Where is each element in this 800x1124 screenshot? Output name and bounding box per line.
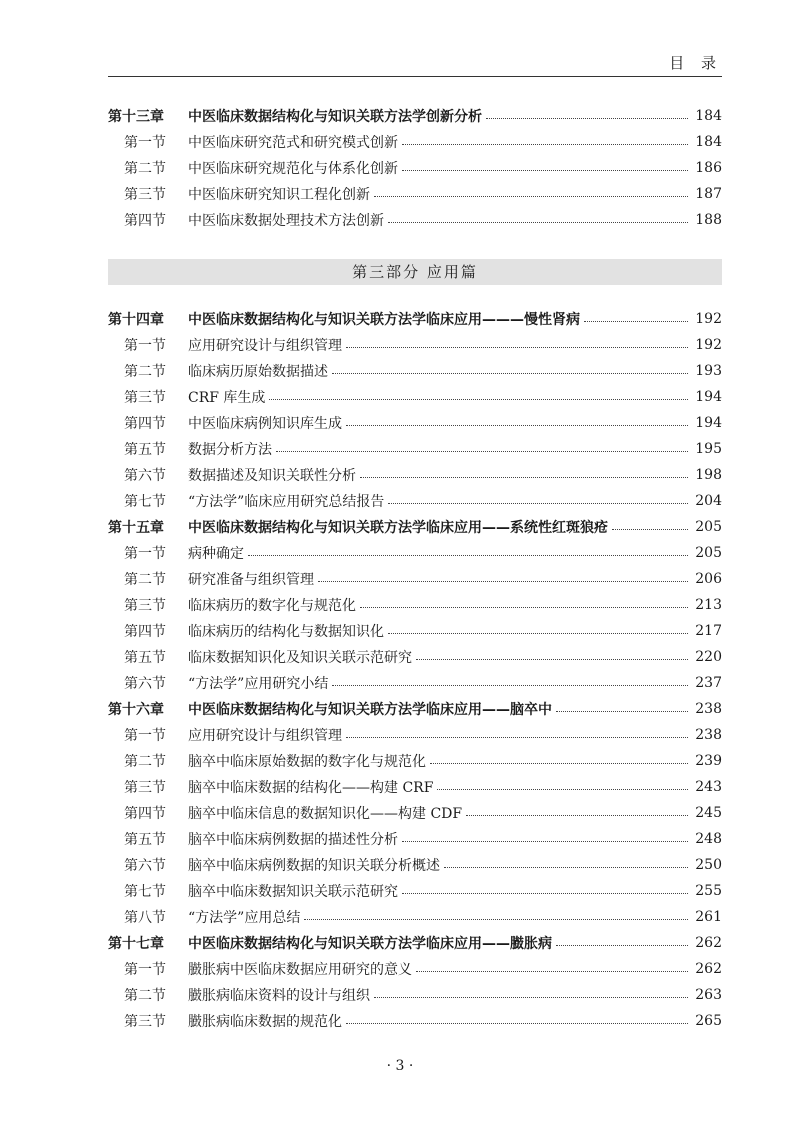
toc-leader-dots	[374, 997, 688, 998]
toc-entry-title: CRF 库生成	[188, 390, 266, 406]
toc-entry-title: 臌胀病临床资料的设计与组织	[188, 988, 370, 1004]
toc-entry-page: 193	[695, 363, 722, 379]
toc-entry-label: 第四节	[124, 213, 166, 229]
toc-entry-page: 238	[695, 701, 722, 717]
toc-block-part2-end	[108, 103, 722, 233]
toc-entry-page: 262	[695, 935, 722, 951]
toc-entry-page: 265	[695, 1013, 722, 1029]
toc-leader-dots	[437, 789, 688, 790]
toc-entry-label: 第二节	[124, 988, 166, 1004]
toc-entry-label: 第五节	[124, 650, 166, 666]
toc-entry-label: 第三节	[124, 1014, 166, 1030]
toc-entry-title: 应用研究设计与组织管理	[188, 338, 342, 354]
toc-entry-label: 第四节	[124, 624, 166, 640]
toc-leader-dots	[430, 763, 688, 764]
toc-entry-page: 194	[695, 415, 722, 431]
toc-entry-label: 第十三章	[108, 109, 164, 125]
toc-entry-title: 中医临床数据处理技术方法创新	[188, 213, 384, 229]
toc-entry-page: 263	[695, 987, 722, 1003]
toc-leader-dots	[269, 399, 688, 400]
toc-section-entry[interactable]	[108, 826, 722, 852]
toc-entry-label: 第八节	[124, 910, 166, 926]
toc-entry-page: 198	[695, 467, 722, 483]
toc-leader-dots	[332, 373, 688, 374]
toc-entry-page: 217	[695, 623, 722, 639]
toc-entry-page: 220	[695, 649, 722, 665]
toc-entry-title: 应用研究设计与组织管理	[188, 728, 342, 744]
toc-leader-dots	[346, 347, 688, 348]
toc-section-entry[interactable]	[108, 358, 722, 384]
toc-entry-page: 187	[695, 186, 722, 202]
toc-entry-title: 数据分析方法	[188, 442, 272, 458]
toc-chapter-entry[interactable]	[108, 103, 722, 129]
toc-leader-dots	[584, 321, 688, 322]
toc-entry-label: 第二节	[124, 572, 166, 588]
part-heading: 第三部分 应用篇	[352, 263, 478, 281]
toc-entry-label: 第二节	[124, 754, 166, 770]
toc-leader-dots	[612, 529, 688, 530]
toc-leader-dots	[486, 118, 688, 119]
toc-entry-label: 第十四章	[108, 312, 164, 328]
toc-leader-dots	[402, 893, 688, 894]
toc-chapter-entry[interactable]	[108, 930, 722, 956]
toc-entry-label: 第七节	[124, 884, 166, 900]
toc-entry-page: 192	[695, 337, 722, 353]
toc-block-part3	[108, 306, 722, 1034]
toc-section-entry[interactable]	[108, 982, 722, 1008]
toc-section-entry[interactable]	[108, 644, 722, 670]
toc-leader-dots	[388, 503, 688, 504]
toc-entry-title: 中医临床数据结构化与知识关联方法学临床应用——系统性红斑狼疮	[188, 520, 608, 536]
toc-entry-label: 第三节	[124, 598, 166, 614]
toc-entry-page: 262	[695, 961, 722, 977]
toc-entry-page: 245	[695, 805, 722, 821]
toc-entry-label: 第三节	[124, 780, 166, 796]
toc-section-entry[interactable]	[108, 618, 722, 644]
toc-leader-dots	[360, 477, 688, 478]
toc-entry-label: 第四节	[124, 416, 166, 432]
toc-section-entry[interactable]	[108, 852, 722, 878]
toc-leader-dots	[346, 737, 688, 738]
toc-leader-dots	[402, 170, 688, 171]
toc-section-entry[interactable]	[108, 774, 722, 800]
toc-entry-title: 脑卒中临床病例数据的描述性分析	[188, 832, 398, 848]
toc-leader-dots	[444, 867, 688, 868]
toc-section-entry[interactable]	[108, 748, 722, 774]
toc-leader-dots	[402, 841, 688, 842]
toc-leader-dots	[332, 685, 688, 686]
toc-section-entry[interactable]	[108, 956, 722, 982]
toc-entry-title: 中医临床研究知识工程化创新	[188, 187, 370, 203]
toc-section-entry[interactable]	[108, 670, 722, 696]
toc-entry-page: 250	[695, 857, 722, 873]
header-title: 目 录	[669, 54, 722, 72]
part-heading-band	[108, 259, 722, 285]
toc-entry-label: 第十七章	[108, 936, 164, 952]
toc-entry-title: 研究准备与组织管理	[188, 572, 314, 588]
toc-entry-title: 臌胀病临床数据的规范化	[188, 1014, 342, 1030]
toc-section-entry[interactable]	[108, 800, 722, 826]
toc-section-entry[interactable]	[108, 722, 722, 748]
toc-entry-page: 255	[695, 883, 722, 899]
toc-entry-page: 205	[695, 545, 722, 561]
toc-leader-dots	[556, 711, 688, 712]
toc-section-entry[interactable]	[108, 904, 722, 930]
toc-section-entry[interactable]	[108, 878, 722, 904]
toc-entry-title: 中医临床数据结构化与知识关联方法学创新分析	[188, 109, 482, 125]
toc-entry-title: “方法学”应用总结	[188, 910, 301, 926]
toc-section-entry[interactable]	[108, 384, 722, 410]
toc-entry-label: 第三节	[124, 187, 166, 203]
toc-section-entry[interactable]	[108, 410, 722, 436]
toc-section-entry[interactable]	[108, 566, 722, 592]
toc-entry-page: 205	[695, 519, 722, 535]
toc-entry-label: 第二节	[124, 161, 166, 177]
toc-leader-dots	[466, 815, 688, 816]
toc-entry-page: 238	[695, 727, 722, 743]
toc-section-entry[interactable]	[108, 181, 722, 207]
toc-entry-label: 第一节	[124, 546, 166, 562]
toc-entry-title: 脑卒中临床病例数据的知识关联分析概述	[188, 858, 440, 874]
toc-leader-dots	[346, 1023, 688, 1024]
toc-entry-page: 239	[695, 753, 722, 769]
toc-leader-dots	[556, 945, 688, 946]
toc-entry-title: 中医临床研究规范化与体系化创新	[188, 161, 398, 177]
toc-entry-label: 第二节	[124, 364, 166, 380]
toc-leader-dots	[248, 555, 688, 556]
toc-entry-label: 第五节	[124, 832, 166, 848]
toc-entry-title: 脑卒中临床信息的数据知识化——构建 CDF	[188, 806, 463, 822]
toc-entry-title: 临床病历的数字化与规范化	[188, 598, 356, 614]
toc-entry-label: 第六节	[124, 676, 166, 692]
toc-leader-dots	[416, 659, 688, 660]
toc-entry-page: 186	[695, 160, 722, 176]
toc-entry-page: 248	[695, 831, 722, 847]
toc-entry-label: 第十六章	[108, 702, 164, 718]
toc-leader-dots	[402, 144, 688, 145]
toc-entry-label: 第一节	[124, 728, 166, 744]
toc-entry-label: 第一节	[124, 962, 166, 978]
toc-leader-dots	[388, 222, 688, 223]
toc-entry-title: 中医临床病例知识库生成	[188, 416, 342, 432]
toc-chapter-entry[interactable]	[108, 696, 722, 722]
toc-entry-title: 中医临床研究范式和研究模式创新	[188, 135, 398, 151]
toc-entry-title: 脑卒中临床原始数据的数字化与规范化	[188, 754, 426, 770]
toc-section-entry[interactable]	[108, 540, 722, 566]
toc-entry-page: 184	[695, 108, 722, 124]
toc-entry-label: 第三节	[124, 390, 166, 406]
toc-chapter-entry[interactable]	[108, 306, 722, 332]
toc-entry-title: 临床病历的结构化与数据知识化	[188, 624, 384, 640]
toc-leader-dots	[374, 196, 688, 197]
toc-entry-title: 数据描述及知识关联性分析	[188, 468, 356, 484]
toc-entry-title: “方法学”临床应用研究总结报告	[188, 494, 385, 510]
toc-section-entry[interactable]	[108, 332, 722, 358]
toc-entry-title: “方法学”应用研究小结	[188, 676, 329, 692]
toc-section-entry[interactable]	[108, 488, 722, 514]
toc-entry-label: 第一节	[124, 338, 166, 354]
toc-section-entry[interactable]	[108, 592, 722, 618]
toc-section-entry[interactable]	[108, 129, 722, 155]
toc-entry-page: 195	[695, 441, 722, 457]
toc-entry-label: 第十五章	[108, 520, 164, 536]
toc-entry-label: 第六节	[124, 468, 166, 484]
toc-entry-page: 188	[695, 212, 722, 228]
toc-leader-dots	[346, 425, 688, 426]
toc-leader-dots	[416, 971, 688, 972]
toc-entry-page: 243	[695, 779, 722, 795]
toc-entry-page: 204	[695, 493, 722, 509]
toc-entry-title: 临床数据知识化及知识关联示范研究	[188, 650, 412, 666]
toc-entry-page: 184	[695, 134, 722, 150]
toc-entry-page: 206	[695, 571, 722, 587]
toc-entry-title: 臌胀病中医临床数据应用研究的意义	[188, 962, 412, 978]
toc-entry-page: 192	[695, 311, 722, 327]
toc-section-entry[interactable]	[108, 436, 722, 462]
toc-entry-label: 第一节	[124, 135, 166, 151]
running-header	[108, 52, 722, 77]
toc-leader-dots	[318, 581, 688, 582]
toc-entry-page: 237	[695, 675, 722, 691]
toc-entry-page: 213	[695, 597, 722, 613]
toc-section-entry[interactable]	[108, 1008, 722, 1034]
toc-leader-dots	[276, 451, 688, 452]
toc-chapter-entry[interactable]	[108, 514, 722, 540]
toc-leader-dots	[388, 633, 688, 634]
toc-entry-title: 病种确定	[188, 546, 244, 562]
toc-entry-label: 第六节	[124, 858, 166, 874]
toc-leader-dots	[360, 607, 688, 608]
toc-entry-title: 脑卒中临床数据知识关联示范研究	[188, 884, 398, 900]
toc-entry-page: 194	[695, 389, 722, 405]
page-number: · 3 ·	[386, 1058, 414, 1074]
toc-entry-label: 第五节	[124, 442, 166, 458]
toc-entry-page: 261	[695, 909, 722, 925]
toc-entry-title: 中医临床数据结构化与知识关联方法学临床应用——脑卒中	[188, 702, 552, 718]
toc-entry-label: 第七节	[124, 494, 166, 510]
toc-entry-label: 第四节	[124, 806, 166, 822]
toc-section-entry[interactable]	[108, 462, 722, 488]
toc-section-entry[interactable]	[108, 207, 722, 233]
toc-entry-title: 中医临床数据结构化与知识关联方法学临床应用———慢性肾病	[188, 312, 580, 328]
toc-entry-title: 中医临床数据结构化与知识关联方法学临床应用——臌胀病	[188, 936, 552, 952]
toc-entry-title: 临床病历原始数据描述	[188, 364, 328, 380]
toc-section-entry[interactable]	[108, 155, 722, 181]
toc-leader-dots	[304, 919, 688, 920]
toc-entry-title: 脑卒中临床数据的结构化——构建 CRF	[188, 780, 434, 796]
